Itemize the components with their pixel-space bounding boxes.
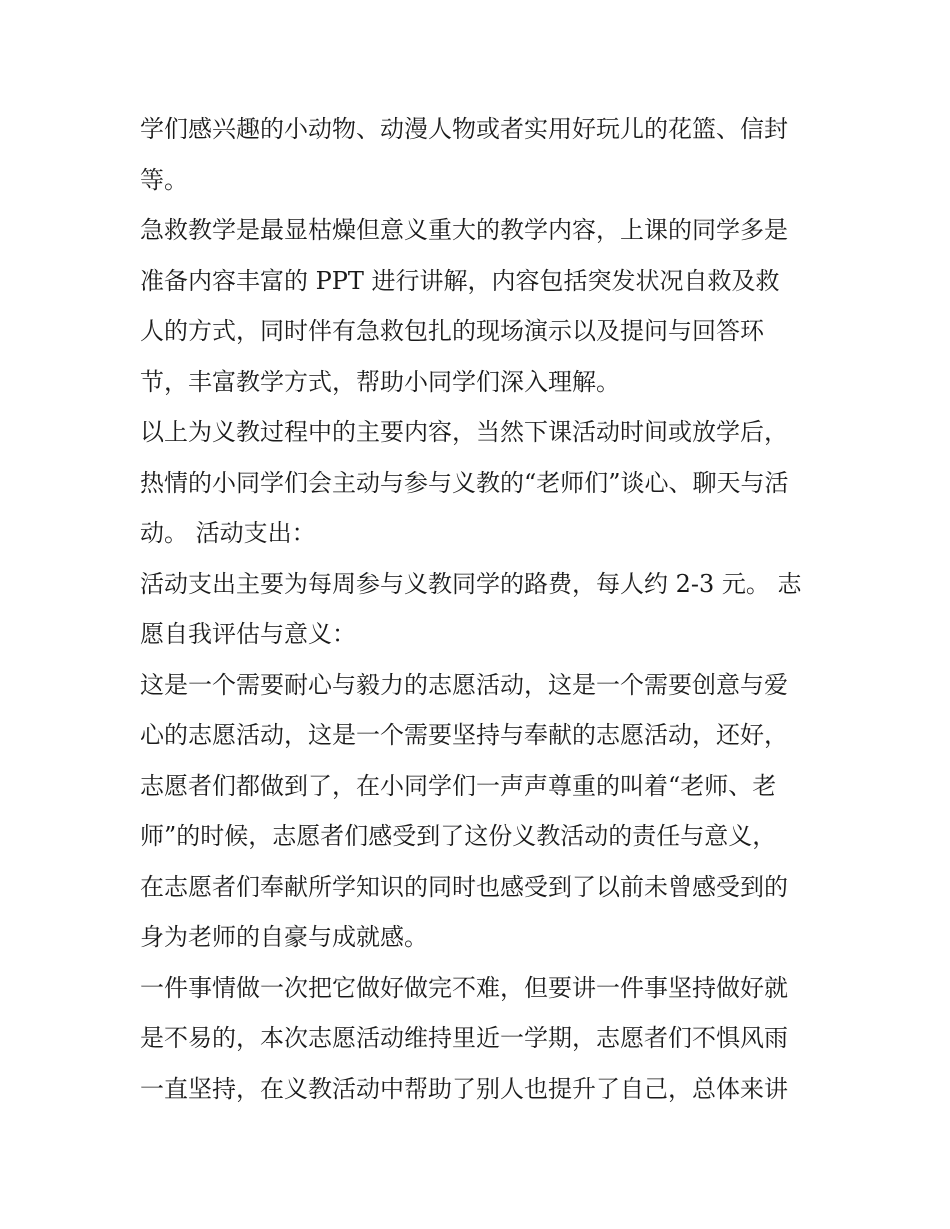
text-line: 这是一个需要耐心与毅力的志愿活动，这是一个需要创意与爱	[140, 670, 788, 699]
text-line: 人的方式，同时伴有急救包扎的现场演示以及提问与回答环	[140, 317, 764, 345]
body-text	[140, 104, 820, 1114]
text-line: 节，丰富教学方式，帮助小同学们深入理解。	[140, 367, 620, 396]
text-line: 是不易的，本次志愿活动维持里近一学期，志愿者们不惧风雨	[140, 1024, 788, 1052]
text-line: 等。	[140, 165, 188, 194]
text-line: 志愿者们都做到了，在小同学们一声声尊重的叫着“老师、老	[140, 771, 777, 800]
text-line: 师”的时候，志愿者们感受到了这份义教活动的责任与意义，	[140, 822, 777, 850]
text-line: 身为老师的自豪与成就感。	[140, 923, 428, 951]
text-line: 在志愿者们奉献所学知识的同时也感受到了以前未曾感受到的	[140, 872, 788, 901]
text-line: 热情的小同学们会主动与参与义教的“老师们”谈心、聊天与活	[140, 468, 789, 497]
text-line: 一直坚持，在义教活动中帮助了别人也提升了自己，总体来讲	[140, 1074, 788, 1103]
text-line: 活动支出主要为每周参与义教同学的路费，每人约 2-3 元。 志	[140, 569, 802, 598]
text-line: 以上为义教过程中的主要内容，当然下课活动时间或放学后，	[140, 418, 788, 446]
text-line: 学们感兴趣的小动物、动漫人物或者实用好玩儿的花篮、信封	[140, 115, 788, 143]
text-line: 愿自我评估与意义：	[140, 620, 356, 648]
text-line: 准备内容丰富的 PPT 进行讲解，内容包括突发状况自救及救	[140, 266, 780, 295]
text-line: 动。 活动支出：	[140, 519, 316, 547]
text-line: 一件事情做一次把它做好做完不难，但要讲一件事坚持做好就	[140, 973, 788, 1002]
text-line: 心的志愿活动，这是一个需要坚持与奉献的志愿活动，还好，	[140, 721, 788, 749]
text-line: 急救教学是最显枯燥但意义重大的教学内容，上课的同学多是	[140, 216, 788, 244]
